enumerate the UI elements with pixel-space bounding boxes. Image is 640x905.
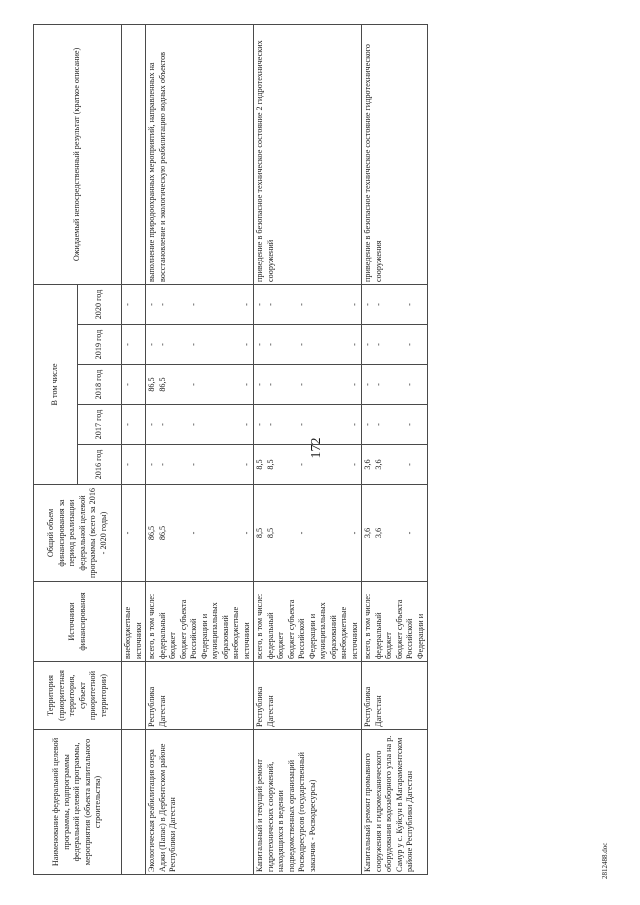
year-value-cell: [362, 445, 428, 485]
value-line: -: [147, 303, 156, 306]
value-line: -: [363, 383, 372, 386]
source-line: бюджет субъекта Российской Федерации и муниципальных образований: [286, 599, 338, 659]
header-total-funding: Общий объем финансирования за период реализации федеральной целевой программы (всего за 2016 - 2020 годы): [34, 485, 122, 582]
value-line: -: [241, 463, 251, 466]
year-value-cell: [254, 365, 362, 405]
value-line: -: [349, 303, 359, 306]
source-line: всего, в том числе:: [147, 593, 156, 659]
value-line: -: [297, 531, 306, 535]
value-line: -: [147, 423, 156, 426]
value-line: -: [241, 383, 251, 386]
year-value-cell: [146, 284, 254, 324]
result-cell: [122, 24, 146, 284]
value-line: -: [363, 343, 372, 346]
source-line: внебюджетные источники: [339, 606, 359, 659]
source-cell: [254, 582, 362, 662]
year-value-cell: [146, 405, 254, 445]
year-value-cell: [362, 365, 428, 405]
source-line: всего, в том числе:: [363, 593, 372, 659]
value-line: -: [405, 343, 414, 346]
source-line: федеральный бюджет: [373, 612, 393, 659]
territory-cell: Республика Дагестан: [146, 662, 254, 730]
year-value-cell: [362, 405, 428, 445]
total-cell: [254, 485, 362, 582]
value-line: -: [405, 383, 414, 386]
territory-cell: Республика Дагестан: [362, 662, 428, 730]
value-line: -: [265, 423, 275, 426]
value-line: -: [189, 463, 198, 466]
source-cell: внебюджетные источники: [122, 582, 146, 662]
value-line: -: [405, 463, 414, 466]
value-line: -: [297, 303, 306, 306]
header-program-name: Наименование федеральной целевой программы, подпрограммы федеральной целевой программы, мероприятия (объекта капитального строительства): [34, 730, 122, 875]
value-line: -: [189, 303, 198, 306]
value-line: -: [157, 423, 167, 426]
value-line: -: [373, 383, 383, 386]
program-name-cell: Капитальный ремонт промывного сооружения и гидромеханического оборудования водозаборного узла на р. Самур у с. Куйсун в Магарамкентском районе Республики Дагестан: [362, 730, 428, 875]
funding-table: [33, 24, 428, 875]
territory-cell: Республика Дагестан: [254, 662, 362, 730]
value-line: -: [349, 383, 359, 386]
value-line: -: [363, 303, 372, 306]
result-cell: выполнение природоохранных мероприятий, направленных на восстановление и экологическую реабилитацию водных объектов: [146, 24, 254, 284]
year-value-cell: -: [122, 405, 146, 445]
header-territory: Территория (приоритетная территория, субъект приоритетной территории): [34, 662, 122, 730]
result-cell: приведение в безопасное техническое состояние 2 гидротехнических сооружений: [254, 24, 362, 284]
year-value-cell: [146, 445, 254, 485]
value-line: -: [363, 423, 372, 426]
value-line: -: [373, 423, 383, 426]
header-year: 2018 год: [78, 365, 122, 405]
value-line: -: [265, 303, 275, 306]
page-number: 172: [309, 437, 324, 459]
total-cell: [146, 485, 254, 582]
territory-cell: [122, 662, 146, 730]
program-name-cell: Экологическая реабилитация озера Аджи (Папас) в Дербентском районе Республики Дагестан: [146, 730, 254, 875]
header-funding-sources: Источники финансирования: [34, 582, 122, 662]
value-line: -: [349, 531, 359, 535]
value-line: -: [189, 383, 198, 386]
value-line: -: [189, 423, 198, 426]
source-cell: [146, 582, 254, 662]
year-value-cell: -: [122, 284, 146, 324]
total-cell: [362, 485, 428, 582]
value-line: 86,5: [147, 377, 156, 392]
value-line: -: [405, 303, 414, 306]
value-line: -: [189, 531, 198, 535]
year-value-cell: [146, 365, 254, 405]
header-year: 2019 год: [78, 325, 122, 365]
source-cell: [362, 582, 428, 662]
year-value-cell: -: [122, 325, 146, 365]
value-line: -: [297, 463, 306, 466]
value-line: -: [297, 343, 306, 346]
value-line: -: [157, 463, 167, 466]
value-line: -: [297, 423, 306, 426]
value-line: -: [255, 303, 264, 306]
document-code: 2812488.doc: [601, 842, 609, 879]
value-line: -: [241, 343, 251, 346]
year-value-cell: [254, 405, 362, 445]
source-line: федеральный бюджет: [265, 612, 285, 659]
source-line: всего, в том числе:: [255, 593, 264, 659]
value-line: -: [189, 343, 198, 346]
table-row: [146, 24, 254, 874]
source-line: внебюджетные источники: [231, 606, 251, 659]
value-line: -: [147, 463, 156, 466]
value-line: 8,5: [255, 459, 264, 470]
value-line: 8,5: [265, 527, 275, 539]
header-year: 2020 год: [78, 284, 122, 324]
value-line: -: [241, 531, 251, 535]
value-line: -: [297, 383, 306, 386]
result-cell: приведение в безопасное техническое состояние гидротехнического сооружения: [362, 24, 428, 284]
value-line: -: [405, 423, 414, 426]
value-line: 86,5: [157, 525, 167, 541]
value-line: -: [349, 423, 359, 426]
value-line: -: [405, 531, 414, 535]
header-year: 2016 год: [78, 445, 122, 485]
year-value-cell: [254, 325, 362, 365]
year-value-cell: -: [122, 365, 146, 405]
source-line: бюджет субъекта Российской Федерации и: [394, 599, 425, 659]
value-line: -: [373, 343, 383, 346]
header-year: 2017 год: [78, 405, 122, 445]
table-row: [362, 24, 428, 874]
value-line: 86,5: [157, 377, 167, 392]
value-line: 3,6: [363, 459, 372, 470]
value-line: 3,6: [363, 527, 372, 539]
year-value-cell: [254, 284, 362, 324]
value-line: -: [157, 303, 167, 306]
rotated-page-content: [33, 25, 596, 875]
table-row: [122, 24, 146, 874]
value-line: -: [157, 343, 167, 346]
value-line: -: [349, 463, 359, 466]
value-line: -: [255, 343, 264, 346]
total-cell: -: [122, 485, 146, 582]
value-line: 8,5: [265, 459, 275, 470]
program-name-cell: Капитальный и текущий ремонт гидротехнических сооружений, находящихся в ведении подведомственных организаций Росводресурсов (государственный заказчик - Росводресурсы): [254, 730, 362, 875]
value-line: -: [373, 303, 383, 306]
source-line: бюджет субъекта Российской Федерации и муниципальных образований: [178, 599, 230, 659]
source-line: федеральный бюджет: [157, 612, 177, 659]
value-line: -: [241, 423, 251, 426]
table-row: [254, 24, 362, 874]
program-name-cell: [122, 730, 146, 875]
value-line: -: [349, 343, 359, 346]
year-value-cell: [362, 325, 428, 365]
year-value-cell: -: [122, 445, 146, 485]
value-line: -: [265, 383, 275, 386]
year-value-cell: [254, 445, 362, 485]
value-line: 3,6: [373, 459, 383, 470]
value-line: 86,5: [147, 525, 156, 541]
year-value-cell: [362, 284, 428, 324]
header-including: В том числе: [34, 284, 78, 484]
value-line: -: [241, 303, 251, 306]
value-line: 8,5: [255, 527, 264, 539]
value-line: -: [265, 343, 275, 346]
value-line: -: [255, 423, 264, 426]
value-line: -: [255, 383, 264, 386]
header-expected-result: Ожидаемый непосредственный результат (краткое описание): [34, 24, 122, 284]
year-value-cell: [146, 325, 254, 365]
value-line: 3,6: [373, 527, 383, 539]
value-line: -: [147, 343, 156, 346]
